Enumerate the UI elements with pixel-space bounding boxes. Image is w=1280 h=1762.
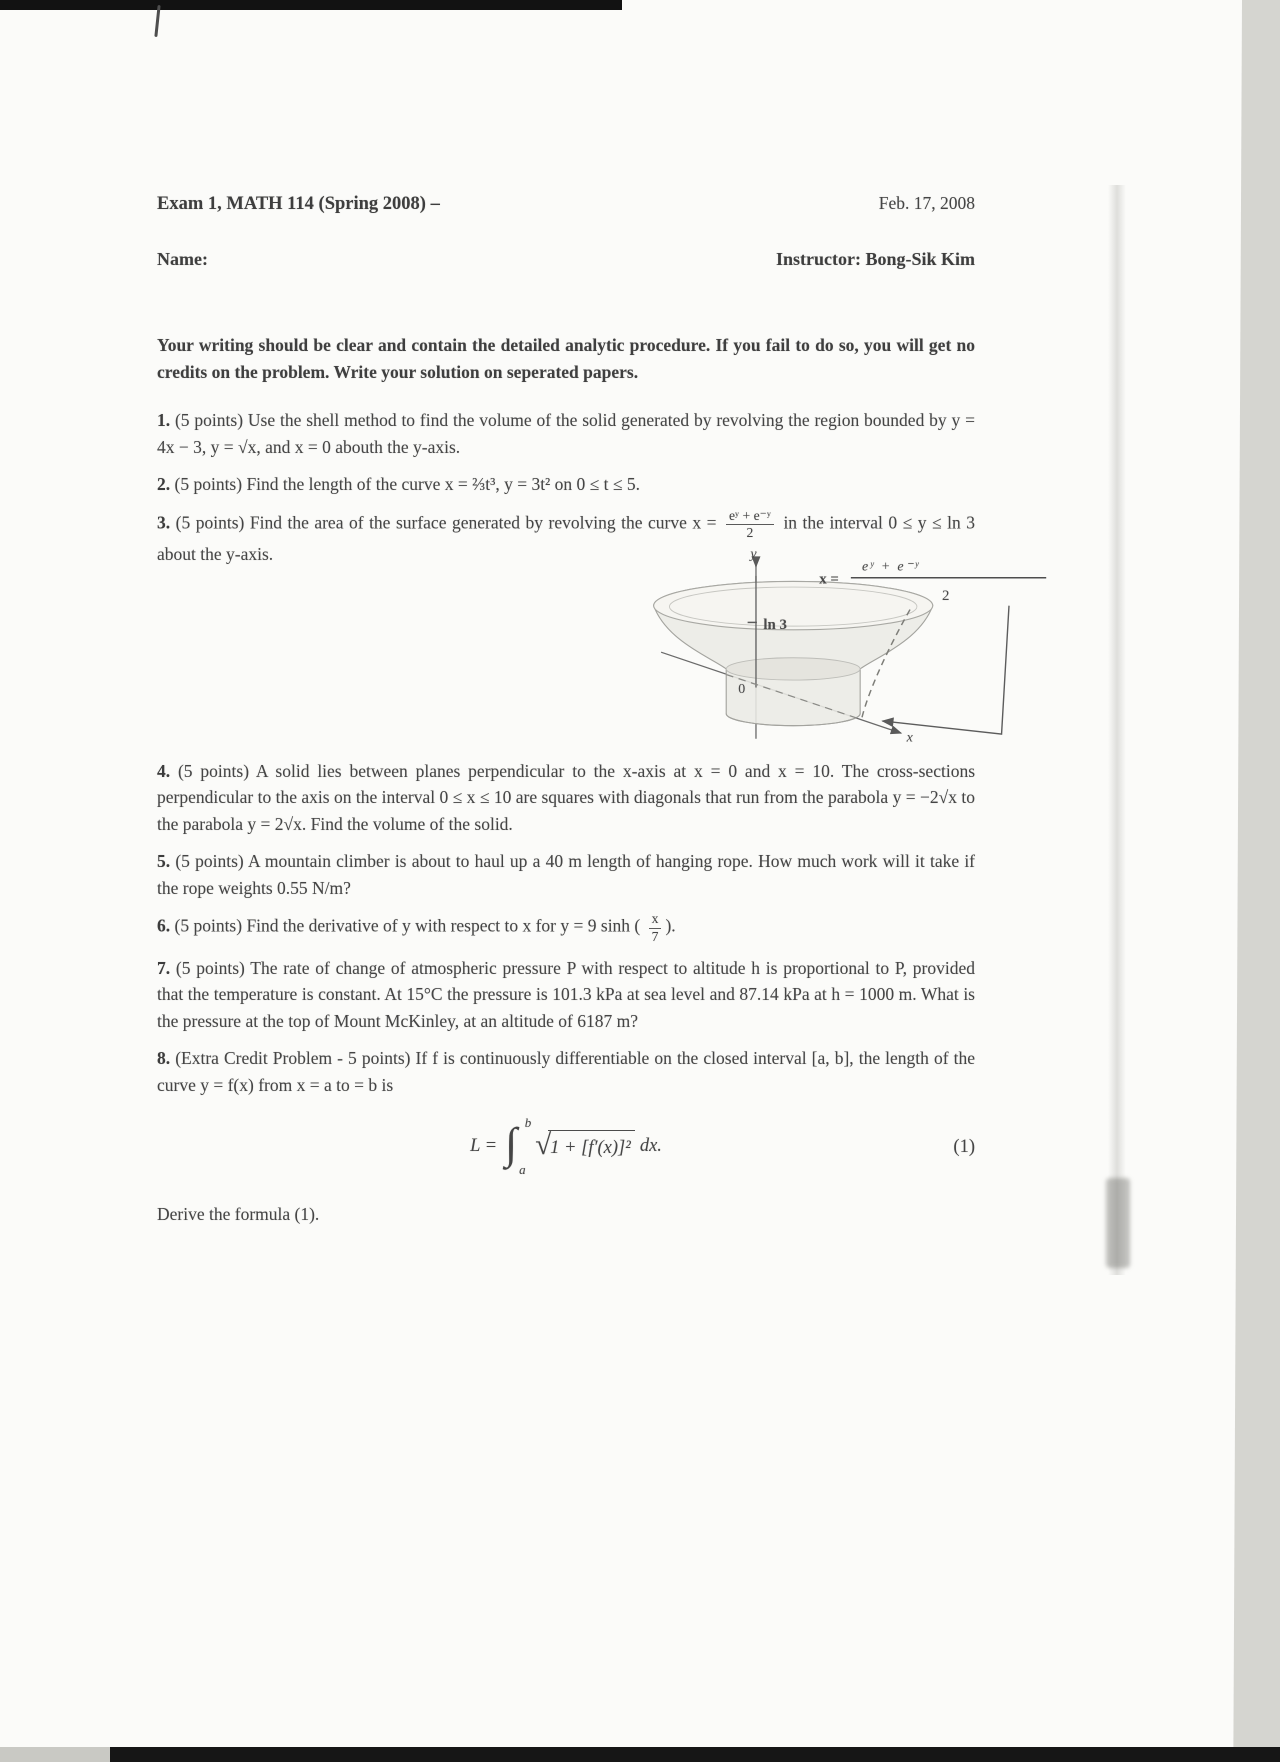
problem-7 (157, 955, 975, 1035)
equation-number: (1) (953, 1136, 975, 1157)
problem-1 (157, 407, 975, 461)
problem-4 (157, 758, 975, 838)
ln3-label: ln 3 (763, 616, 787, 633)
catenoid-figure-svg (609, 548, 1089, 748)
scan-fold-dark-patch (1106, 1178, 1130, 1268)
page-title: Exam 1, MATH 114 (Spring 2008) – (157, 194, 440, 214)
radical-sign: √ (535, 1129, 552, 1162)
problem-1-number: 1. (157, 410, 171, 431)
problem-8 (157, 1045, 975, 1099)
equation-lhs: L = (470, 1136, 498, 1157)
problem-7-number: 7. (157, 957, 171, 978)
scan-artifact-bottom-bar (110, 1747, 1280, 1762)
integral-sign: ∫ (505, 1119, 518, 1169)
scan-artifact-bottom-left (0, 1747, 110, 1762)
scan-fold-shadow (1108, 185, 1126, 1275)
problem-6-fraction-denominator: 7 (651, 928, 659, 944)
problem-2-number: 2. (157, 473, 171, 494)
closing-text: Derive the formula (1). (157, 1203, 320, 1224)
header-row-1 (157, 190, 975, 218)
problem-1-text: (5 points) Use the shell method to find the volume of the solid generated by revolving the region bounded by y = 4x − 3, y = √x, and x = 0 abouth the y-axis. (157, 410, 975, 458)
surface-rim-opening (654, 581, 933, 629)
problem-8-text: (Extra Credit Problem - 5 points) If f is continuously differentiable on the closed interval [a, b], the length of the curve y = f(x) from x = a to = b is (157, 1047, 976, 1095)
curve-label-lhs: x = (819, 570, 839, 587)
problem-3-fraction-denominator: 2 (746, 524, 754, 540)
problem-3-fraction-numerator: eʸ + e⁻ʸ (726, 508, 774, 525)
problem-6-fraction (649, 911, 662, 944)
exam-date: Feb. 17, 2008 (878, 193, 975, 213)
problem-3-fraction (726, 508, 774, 541)
y-axis-label: y (750, 547, 757, 562)
problem-4-number: 4. (157, 760, 171, 781)
integral-upper-limit: b (524, 1115, 532, 1131)
problem-4-text: (5 points) A solid lies between planes perpendicular to the x-axis at x = 0 and x = 10. The cross-sections perpendicular to the axis on the interval 0 ≤ x ≤ 10 are squares with diagonals that run from the parabola y = −2√x to the parabola y = 2√x. Find the volume of the solid. (157, 760, 976, 835)
integral-symbol-group (503, 1115, 533, 1177)
problem-3-text-after: in the interval 0 ≤ y ≤ ln 3 about the y-axis. (157, 512, 976, 564)
problem-5-text: (5 points) A mountain climber is about to haul up a 40 m length of hanging rope. How much work will it take if the rope weights 0.55 N/m? (157, 850, 976, 898)
scan-artifact-top-bar (0, 0, 622, 10)
problem-6-fraction-numerator: x (649, 911, 662, 928)
curve-label-denominator: 2 (942, 587, 950, 604)
problem-2-text: (5 points) Find the length of the curve x = ⅔t³, y = 3t² on 0 ≤ t ≤ 5. (174, 473, 641, 494)
problem-3-text-before: (5 points) Find the area of the surface generated by revolving the curve x = (175, 512, 717, 533)
name-label: Name: (157, 249, 208, 270)
problem-6-text-before: (5 points) Find the derivative of y with respect to x for y = 9 sinh ( (174, 916, 641, 937)
surface-of-revolution-figure (609, 548, 1089, 748)
problem-7-text: (5 points) The rate of change of atmospheric pressure P with respect to altitude h is proportional to P, provided that the temperature is constant. At 15°C the pressure is 101.3 kPa at sea level and 87.14 kPa at h = 1000 m. What is the pressure at the top of Mount McKinley, at an altitude of 6187 m? (157, 957, 976, 1032)
problem-8-number: 8. (157, 1047, 171, 1068)
integral-lower-limit: a (519, 1161, 526, 1177)
instructions-text: Your writing should be clear and contain the detailed analytic procedure. If you fail to do so, you will get no credits on the problem. Write your solution on seperated papers. (157, 334, 975, 382)
x-axis-label: x (906, 730, 913, 746)
exam-page-content (157, 190, 975, 1245)
equation-body (470, 1115, 662, 1177)
header-row-2 (157, 246, 975, 274)
curve-label-numerator: eʸ + e⁻ʸ (862, 558, 921, 574)
origin-label: 0 (738, 681, 746, 697)
differential: dx. (639, 1136, 662, 1157)
problem-2 (157, 471, 975, 498)
arc-length-equation (157, 1115, 975, 1179)
surface-waist (726, 657, 860, 679)
problem-6 (157, 911, 975, 944)
problem-3-number: 3. (157, 512, 171, 533)
instructor-label: Instructor: Bong-Sik Kim (775, 249, 975, 270)
square-root-group (535, 1130, 635, 1162)
radicand: 1 + [f′(x)]² (548, 1130, 635, 1162)
problem-6-text-after: ). (665, 916, 676, 937)
problem-5 (157, 848, 975, 902)
problem-6-number: 6. (157, 916, 171, 937)
problem-5-number: 5. (157, 850, 171, 871)
